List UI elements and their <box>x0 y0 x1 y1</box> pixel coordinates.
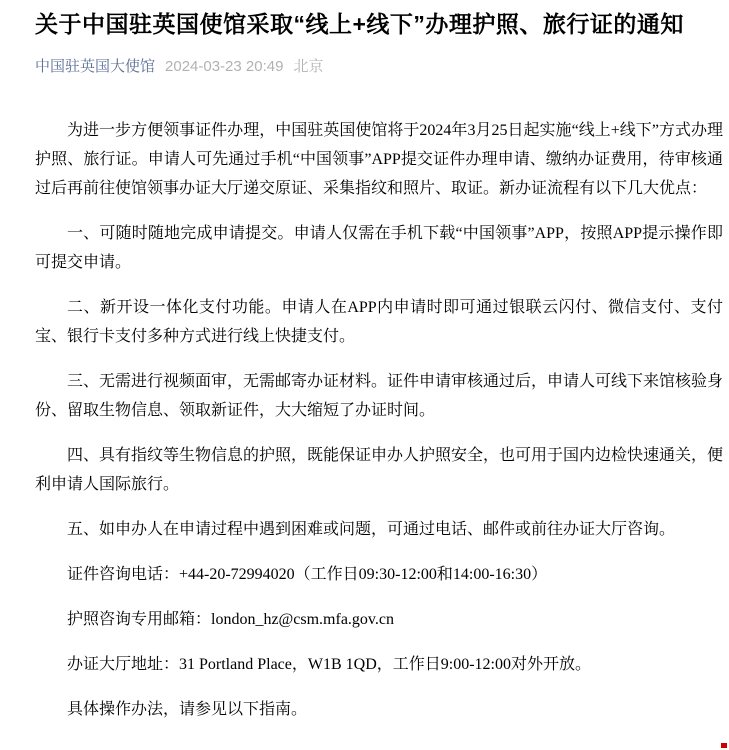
article-meta <box>35 59 723 75</box>
publish-datetime: 2024-03-23 20:49 <box>165 57 284 75</box>
paragraph-point-1: 一、可随时随地完成申请提交。申请人仅需在手机下载“中国领事”APP，按照APP提示操作即可提交申请。 <box>35 224 723 271</box>
article-title: 关于中国驻英国使馆采取“线上+线下”办理护照、旅行证的通知 <box>35 11 684 37</box>
paragraph-address: 办证大厅地址：31 Portland Place，W1B 1QD，工作日9:00-12:00对外开放。 <box>67 655 591 673</box>
paragraph-guide-note: 具体操作办法，请参见以下指南。 <box>67 700 308 718</box>
red-corner-marker <box>721 743 727 748</box>
paragraph-phone: 证件咨询电话：+44-20-72994020（工作日09:30-12:00和14:00-16:30） <box>67 565 548 583</box>
paragraph-point-3: 三、无需进行视频面审，无需邮寄办证材料。证件申请审核通过后，申请人可线下来馆核验身份、留取生物信息、领取新证件，大大缩短了办证时间。 <box>35 372 724 419</box>
paragraph-point-5: 五、如申办人在申请过程中遇到困难或问题，可通过电话、邮件或前往办证大厅咨询。 <box>67 520 676 538</box>
paragraph-point-2: 二、新开设一体化支付功能。申请人在APP内申请时即可通过银联云闪付、微信支付、支付宝、银行卡支付多种方式进行线上快捷支付。 <box>35 298 723 345</box>
publish-location: 北京 <box>293 57 324 75</box>
paragraph-point-4: 四、具有指纹等生物信息的护照，既能保证申办人护照安全，也可用于国内边检快速通关，便利申请人国际旅行。 <box>35 446 724 493</box>
account-name-link[interactable]: 中国驻英国大使馆 <box>35 57 156 75</box>
article-body <box>35 116 723 724</box>
paragraph-intro: 为进一步方便领事证件办理，中国驻英国使馆将于2024年3月25日起实施“线上+线下”方式办理护照、旅行证。申请人可先通过手机“中国领事”APP提交证件办理申请、缴纳办证费用，待审核通过后再前往使馆领事办证大厅递交原证、采集指纹和照片、取证。新办证流程有以下几大优点： <box>35 121 723 197</box>
paragraph-email: 护照咨询专用邮箱：london_hz@csm.mfa.gov.cn <box>67 610 394 628</box>
